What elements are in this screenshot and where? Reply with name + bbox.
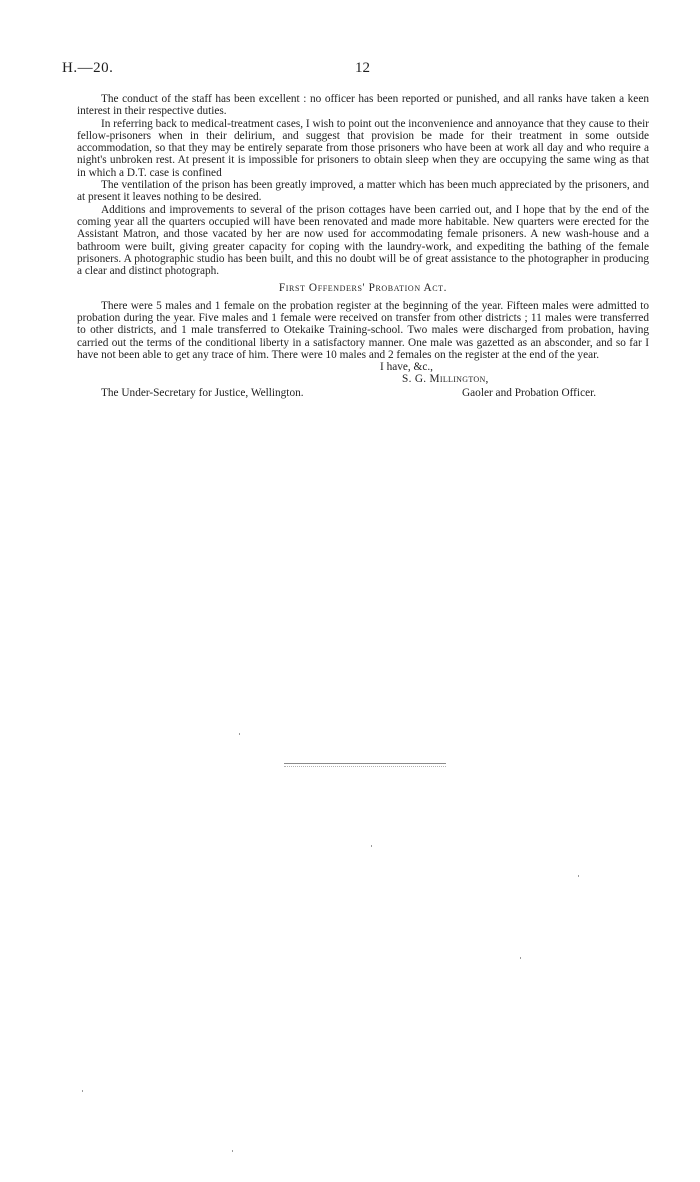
scan-speck	[82, 1090, 83, 1092]
page-number: 12	[355, 60, 370, 76]
paragraph-staff-conduct: The conduct of the staff has been excellent : no officer has been reported or punished, and all ranks have taken a keen interest in their respective duties.	[77, 93, 649, 118]
report-body	[77, 93, 649, 399]
scan-speck	[371, 845, 372, 847]
closing-salutation: I have, &c.,	[380, 361, 434, 374]
document-reference: H.—20.	[62, 60, 114, 76]
paragraph-probation: There were 5 males and 1 female on the probation register at the beginning of the year. Fifteen males were admitted to probation during the year. Five males and 1 female were received on transfer from other districts ; 11 males were transferred to other districts, and 1 male transferred to Otekaike Training-school. Two males were discharged from probation, having carried out the terms of the conditional liberty in a satisfactory manner. One male was gazetted as an absconder, and so far I have not been able to get any trace of him. There were 10 males and 2 females on the register at the end of the year.	[77, 299, 649, 361]
scan-speck	[232, 1150, 233, 1152]
addressee: The Under-Secretary for Justice, Wellington.	[101, 387, 304, 400]
paragraph-medical-treatment: In referring back to medical-treatment cases, I wish to point out the inconvenience and annoyance that they cause to their fellow-prisoners when in their delirium, and suggest that provision be made for their treatment in some outside accommodation, so that they may be entirely separate from those prisoners who have been at work all day and who require a night's unbroken rest. At present it is impossible for prisoners to obtain sleep when they are occupying the same wing as that in which a D.T. case is confined	[77, 117, 649, 179]
paragraph-ventilation: The ventilation of the prison has been greatly improved, a matter which has been much appreciated by the prisoners, and at present it leaves nothing to be desired.	[77, 179, 649, 204]
section-heading-probation: First Offenders' Probation Act.	[278, 282, 448, 295]
page-header	[62, 60, 646, 80]
scan-speck	[520, 957, 521, 959]
signer-title: Gaoler and Probation Officer.	[462, 387, 597, 400]
letter-signoff	[77, 361, 649, 399]
end-rule	[284, 763, 446, 767]
paragraph-improvements: Additions and improvements to several of the prison cottages have been carried out, and I hope that by the end of the coming year all the quarters occupied will have been renovated and made more habitable. New quarters were erected for the Assistant Matron, and those vacated by her are now used for accommodating female prisoners. A new wash-house and a bathroom were built, giving greater capacity for coping with the laundry-work, and expediting the bathing of the female prisoners. A photographic studio has been built, and this no doubt will be of great assistance to the photographer in producing a clear and distinct photograph.	[77, 203, 649, 278]
signer-name: S. G. Millington,	[402, 373, 489, 386]
scan-speck	[578, 875, 579, 877]
scan-speck	[239, 733, 240, 735]
